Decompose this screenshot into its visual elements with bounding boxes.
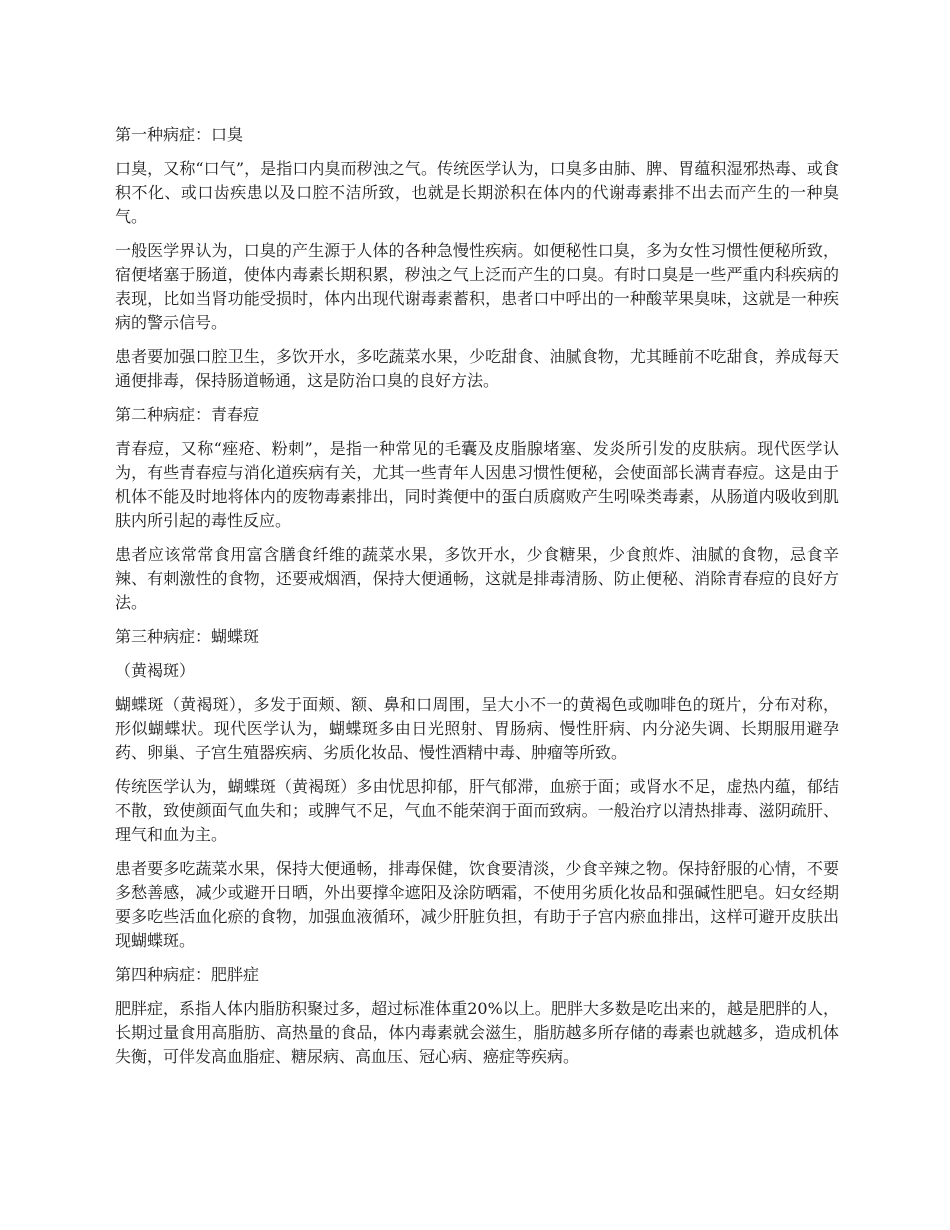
section-heading-acne: 第二种病症：青春痘 <box>115 405 260 424</box>
paragraph: 传统医学认为，蝴蝶斑（黄褐斑）多由忧思抑郁，肝气郁滞，血瘀于面；或肾水不足，虚热内蕴，郁结不散，致使颜面气血失和；或脾气不足，气血不能荣润于面而致病。一般治疗以清热排毒、滋阴疏肝、理气和血为主。 <box>115 777 839 844</box>
section-heading-obesity: 第四种病症：肥胖症 <box>115 965 260 984</box>
paragraph: 患者应该常常食用富含膳食纤维的蔬菜水果，多饮开水，少食糖果，少食煎炸、油腻的食物，忌食辛辣、有刺激性的食物，还要戒烟酒，保持大便通畅，这就是排毒清肠、防止便秘、消除青春痘的良好方法。 <box>115 545 839 612</box>
paragraph: 一般医学界认为，口臭的产生源于人体的各种急慢性疾病。如便秘性口臭，多为女性习惯性便秘所致，宿便堵塞于肠道，使体内毒素长期积累，秽浊之气上泛而产生的口臭。有时口臭是一些严重内科疾病的表现，比如当肾功能受损时，体内出现代谢毒素蓄积，患者口中呼出的一种酸苹果臭味，这就是一种疾病的警示信号。 <box>115 241 839 332</box>
paragraph: 口臭，又称“口气”，是指口内臭而秽浊之气。传统医学认为，口臭多由肺、脾、胃蕴积湿邪热毒、或食积不化、或口齿疾患以及口腔不洁所致，也就是长期淤积在体内的代谢毒素排不出去而产生的一种臭气。 <box>115 159 839 226</box>
section-subheading-melasma: （黄褐斑） <box>115 661 196 680</box>
paragraph: 患者要加强口腔卫生，多饮开水，多吃蔬菜水果，少吃甜食、油腻食物，尤其睡前不吃甜食，养成每天通便排毒，保持肠道畅通，这是防治口臭的良好方法。 <box>115 347 839 390</box>
paragraph: 青春痘，又称“痤疮、粉刺”，是指一种常见的毛囊及皮脂腺堵塞、发炎所引发的皮肤病。现代医学认为，有些青春痘与消化道疾病有关，尤其一些青年人因患习惯性便秘，会使面部长满青春痘。这是由于机体不能及时地将体内的废物毒素排出，同时粪便中的蛋白质腐败产生吲哚类毒素，从肠道内吸收到肌肤内所引起的毒性反应。 <box>115 439 839 530</box>
section-heading-halitosis: 第一种病症：口臭 <box>115 125 244 144</box>
paragraph: 蝴蝶斑（黄褐斑），多发于面颊、额、鼻和口周围，呈大小不一的黄褐色或咖啡色的斑片，分布对称，形似蝴蝶状。现代医学认为，蝴蝶斑多由日光照射、胃肠病、慢性肝病、内分泌失调、长期服用避孕药、卵巢、子宫生殖器疾病、劣质化妆品、慢性酒精中毒、肿瘤等所致。 <box>115 695 839 762</box>
section-heading-melasma: 第三种病症：蝴蝶斑 <box>115 627 260 646</box>
document-body <box>115 123 839 1079</box>
paragraph: 肥胖症，系指人体内脂肪积聚过多，超过标准体重20%以上。肥胖大多数是吃出来的，越是肥胖的人，长期过量食用高脂肪、高热量的食品，体内毒素就会滋生，脂肪越多所存储的毒素也就越多，造成机体失衡，可伴发高血脂症、糖尿病、高血压、冠心病、癌症等疾病。 <box>115 999 839 1066</box>
paragraph: 患者要多吃蔬菜水果，保持大便通畅，排毒保健，饮食要清淡，少食辛辣之物。保持舒服的心情，不要多愁善感，减少或避开日晒，外出要撑伞遮阳及涂防晒霜，不使用劣质化妆品和强碱性肥皂。妇女经期要多吃些活血化瘀的食物，加强血液循环，减少肝脏负担，有助于子宫内瘀血排出，这样可避开皮肤出现蝴蝶斑。 <box>115 859 839 950</box>
